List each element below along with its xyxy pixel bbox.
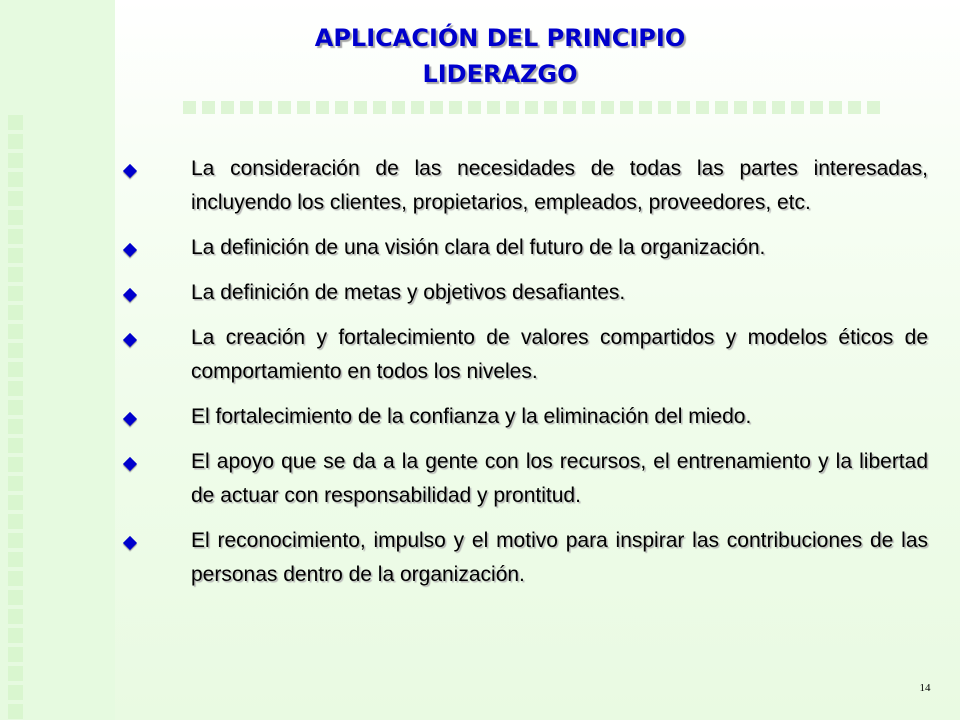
decorative-square [240, 101, 253, 114]
bullet-text: El fortalecimiento de la confianza y la eliminación del miedo. [191, 405, 752, 428]
decorative-square [829, 101, 842, 114]
decorative-square [8, 552, 23, 567]
decorative-square [8, 229, 23, 244]
decorative-square [183, 101, 196, 114]
bullet-text: La definición de metas y objetivos desafiantes. [191, 281, 626, 304]
bullet-item [118, 445, 928, 513]
bullet-item [118, 321, 928, 389]
decorative-square [8, 381, 23, 396]
diamond-bullet-icon [123, 288, 137, 302]
decorative-square [354, 101, 367, 114]
diamond-bullet-icon [123, 412, 137, 426]
decorative-square [8, 286, 23, 301]
decorative-square [392, 101, 405, 114]
bullet-item [118, 231, 928, 265]
decorative-square [8, 590, 23, 605]
bullet-text: El reconocimiento, impulso y el motivo para inspirar las contribuciones de las personas dentro de la organización. [191, 529, 928, 586]
decorative-square [772, 101, 785, 114]
decorative-square [8, 628, 23, 643]
decorative-square [848, 101, 861, 114]
bullet-text: La creación y fortalecimiento de valores compartidos y modelos éticos de comportamiento en todos los niveles. [191, 326, 928, 383]
decorative-square [8, 305, 23, 320]
decorative-square [8, 362, 23, 377]
decorative-square [297, 101, 310, 114]
decorative-square [791, 101, 804, 114]
decorative-square [8, 533, 23, 548]
decorative-square [8, 400, 23, 415]
bullet-list [118, 152, 928, 603]
decorative-square [810, 101, 823, 114]
title-underline-squares [183, 101, 883, 121]
diamond-bullet-icon [123, 164, 137, 178]
decorative-square [8, 647, 23, 662]
decorative-square [316, 101, 329, 114]
decorative-square [8, 666, 23, 681]
decorative-square [601, 101, 614, 114]
decorative-square [753, 101, 766, 114]
decorative-square [677, 101, 690, 114]
side-square-pattern [8, 0, 30, 720]
decorative-square [8, 115, 23, 130]
decorative-square [8, 343, 23, 358]
diamond-bullet-icon [123, 243, 137, 257]
decorative-square [8, 609, 23, 624]
decorative-square [411, 101, 424, 114]
decorative-square [563, 101, 576, 114]
decorative-square [8, 324, 23, 339]
decorative-square [335, 101, 348, 114]
title-line-2: LIDERAZGO [422, 60, 578, 88]
decorative-square [373, 101, 386, 114]
decorative-square [620, 101, 633, 114]
decorative-square [8, 267, 23, 282]
decorative-square [468, 101, 481, 114]
decorative-square [259, 101, 272, 114]
decorative-square [8, 153, 23, 168]
title-line-1: APLICACIÓN DEL PRINCIPIO [314, 24, 686, 52]
bullet-text: La definición de una visión clara del futuro de la organización. [191, 236, 766, 259]
decorative-square [221, 101, 234, 114]
decorative-square [525, 101, 538, 114]
decorative-square [8, 210, 23, 225]
bullet-text: La consideración de las necesidades de todas las partes interesadas, incluyendo los clientes, propietarios, empleados, proveedores, etc. [191, 157, 928, 214]
decorative-square [487, 101, 500, 114]
decorative-square [8, 419, 23, 434]
diamond-bullet-icon [123, 333, 137, 347]
decorative-square [582, 101, 595, 114]
decorative-square [8, 172, 23, 187]
bullet-item [118, 524, 928, 592]
decorative-square [8, 571, 23, 586]
decorative-square [8, 191, 23, 206]
decorative-square [658, 101, 671, 114]
bullet-text: El apoyo que se da a la gente con los recursos, el entrenamiento y la libertad de actuar con responsabilidad y prontitud. [191, 450, 928, 507]
decorative-square [544, 101, 557, 114]
decorative-square [639, 101, 652, 114]
decorative-square [715, 101, 728, 114]
decorative-square [734, 101, 747, 114]
decorative-square [8, 495, 23, 510]
decorative-square [430, 101, 443, 114]
bullet-item [118, 152, 928, 220]
decorative-square [278, 101, 291, 114]
diamond-bullet-icon [123, 536, 137, 550]
decorative-square [8, 685, 23, 700]
decorative-square [202, 101, 215, 114]
decorative-square [696, 101, 709, 114]
diamond-bullet-icon [123, 457, 137, 471]
slide-title [250, 20, 750, 92]
decorative-square [8, 476, 23, 491]
decorative-square [8, 514, 23, 529]
decorative-square [506, 101, 519, 114]
bullet-item [118, 276, 928, 310]
decorative-square [8, 134, 23, 149]
decorative-square [8, 438, 23, 453]
decorative-square [867, 101, 880, 114]
decorative-square [449, 101, 462, 114]
decorative-square [8, 457, 23, 472]
decorative-square [8, 704, 23, 719]
bullet-item [118, 400, 928, 434]
left-decorative-band [0, 0, 115, 720]
page-number: 14 [919, 682, 931, 694]
decorative-square [8, 248, 23, 263]
